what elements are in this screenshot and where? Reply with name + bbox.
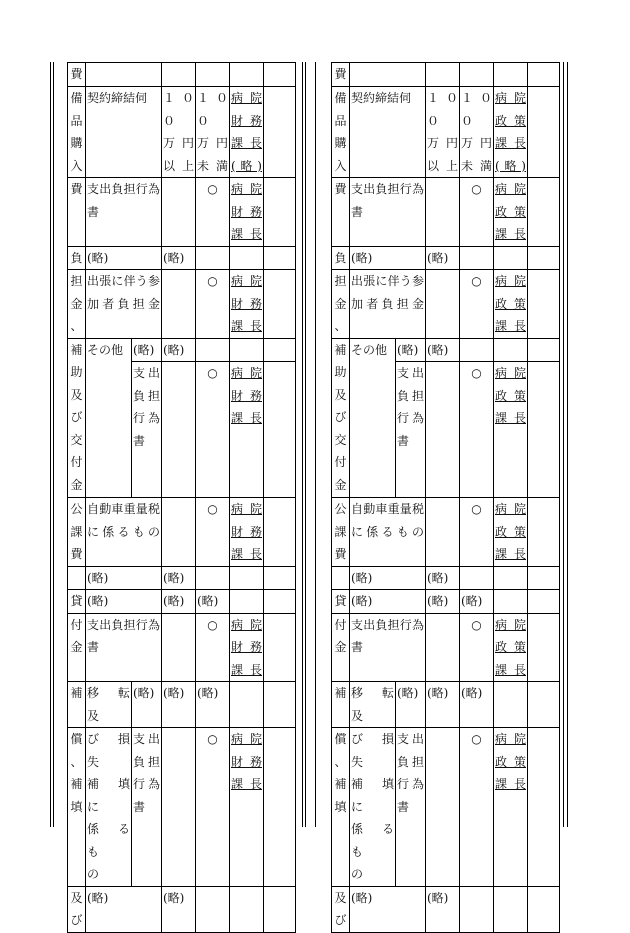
category-cell: 費 [68, 178, 86, 247]
omitted: (略) [162, 566, 196, 590]
category-cell: 補 助 及 び 交 付 金 [68, 338, 86, 498]
amount-under: １００ 万 円 未満 [460, 87, 494, 178]
omitted: (略) [426, 566, 460, 590]
approver-cell: 病 院 財 務 課長 [230, 728, 264, 887]
right-outer-rule [563, 62, 564, 827]
amount-under: １００ 万 円 未満 [196, 87, 230, 178]
approver-cell: 病 院 政 策 課長 [494, 362, 528, 498]
category-cell: 補 助 及 び 交 付 金 [332, 338, 350, 498]
document-type: 契約締結伺 [86, 87, 162, 178]
document-type: 支出 負担 行為 書 [396, 728, 426, 887]
omitted: (略) [460, 682, 494, 728]
document-type: その他 [86, 338, 132, 498]
approver-cell: 病 院 財 務 課長 [230, 613, 264, 682]
document-type: 出張に伴う参 加者負担金 [350, 270, 426, 339]
omitted: (略) [396, 338, 426, 362]
mark-circle: ○ [460, 270, 494, 339]
omitted: (略) [350, 590, 426, 614]
omitted: (略) [396, 682, 426, 728]
category-cell: 貸 [332, 590, 350, 614]
omitted: (略) [162, 886, 196, 932]
omitted: (略) [350, 566, 426, 590]
approval-table-left [67, 62, 296, 933]
approver-cell: 病 院 政 策 課長 [494, 613, 528, 682]
omitted: (略) [162, 590, 196, 614]
omitted: (略) [350, 886, 426, 932]
document-type: 支出 負担 行為 書 [132, 728, 162, 887]
approver-cell: 病 院 財 務 課長 [230, 362, 264, 498]
category-cell: 負 [68, 246, 86, 270]
document-type: 自動車重量税 に係るもの [350, 498, 426, 567]
category-cell: 補 [332, 682, 350, 728]
approver-cell: 病 院 財 務 課長 [230, 498, 264, 567]
category-cell: 費 [68, 63, 86, 87]
approver-cell: 病 院 政 策 課長 [494, 498, 528, 567]
center-rule [315, 62, 316, 827]
document-type: 支出負担行為 書 [350, 613, 426, 682]
omitted: (略) [426, 886, 460, 932]
omitted: (略) [196, 682, 230, 728]
category-cell: 費 [332, 178, 350, 247]
omitted: (略) [86, 590, 162, 614]
approver-cell: 病 院 財 務 課長 [230, 178, 264, 247]
amount-over: １００ 万 円 以上 [426, 87, 460, 178]
mark-circle: ○ [460, 728, 494, 887]
document-type: 支出 負担 行為 書 [132, 362, 162, 498]
document-type: その他 [350, 338, 396, 498]
category-cell: 貸 [68, 590, 86, 614]
category-cell: 及 び [68, 886, 86, 932]
approval-table-right [331, 62, 560, 933]
mark-circle: ○ [196, 178, 230, 247]
right-outer-rule [567, 62, 568, 827]
omitted: (略) [196, 590, 230, 614]
document-type: 契約締結伺 [350, 87, 426, 178]
document-type: 出張に伴う参 加者負担金 [86, 270, 162, 339]
omitted: (略) [86, 566, 162, 590]
approver-cell: 病 院 政 策 課長 [494, 728, 528, 887]
mark-circle: ○ [460, 498, 494, 567]
approver-cell: 病 院 政 策 課長 [494, 270, 528, 339]
approver-cell: 病 院 政 策 課長 [494, 178, 528, 247]
center-rule [302, 62, 303, 827]
mark-circle: ○ [460, 362, 494, 498]
left-outer-rule [53, 62, 54, 827]
center-rule [305, 62, 306, 827]
document-type: 支出負担行為 書 [86, 178, 162, 247]
omitted: (略) [426, 246, 460, 270]
mark-circle: ○ [196, 498, 230, 567]
mark-circle: ○ [460, 178, 494, 247]
document-type: 移 転 及 [86, 682, 132, 728]
category-cell: 補 [68, 682, 86, 728]
category-cell: 付 金 [68, 613, 86, 682]
mark-circle: ○ [196, 728, 230, 887]
document-type: 自動車重量税 に係るもの [86, 498, 162, 567]
mark-circle: ○ [196, 613, 230, 682]
category-cell: 備 品 購 入 [332, 87, 350, 178]
omitted: (略) [162, 682, 196, 728]
omitted: (略) [162, 338, 196, 362]
category-cell: 償 、 補 填 [68, 728, 86, 887]
omitted: (略) [426, 338, 460, 362]
document-type: び 損 失 補 填 に 係 る も の [350, 728, 396, 887]
omitted: (略) [162, 246, 196, 270]
omitted: (略) [426, 590, 460, 614]
category-cell: 負 [332, 246, 350, 270]
omitted: (略) [350, 246, 426, 270]
mark-circle: ○ [196, 270, 230, 339]
omitted: (略) [132, 682, 162, 728]
category-cell: 公 課 費 [332, 498, 350, 567]
category-cell: 備 品 購 入 [68, 87, 86, 178]
category-cell: 費 [332, 63, 350, 87]
approver-cell: 病 院 財 務 課長 [230, 270, 264, 339]
left-outer-rule [50, 62, 51, 827]
omitted: (略) [86, 246, 162, 270]
document-type: 支出 負担 行為 書 [396, 362, 426, 498]
amount-over: １００ 万 円 以上 [162, 87, 196, 178]
omitted: (略) [86, 886, 162, 932]
category-cell: 担 金 、 [68, 270, 86, 339]
document-type: 支出負担行為 書 [86, 613, 162, 682]
omitted: (略) [426, 682, 460, 728]
approver-cell: 病 院 財 務 課長 (略) [230, 87, 264, 178]
category-cell: 担 金 、 [332, 270, 350, 339]
document-type: び 損 失 補 填 に 係 る も の [86, 728, 132, 887]
category-cell: 償 、 補 填 [332, 728, 350, 887]
document-type: 移 転 及 [350, 682, 396, 728]
document-type: 支出負担行為 書 [350, 178, 426, 247]
category-cell: 公 課 費 [68, 498, 86, 567]
mark-circle: ○ [460, 613, 494, 682]
mark-circle: ○ [196, 362, 230, 498]
approver-cell: 病 院 政 策 課長 (略) [494, 87, 528, 178]
category-cell: 及 び [332, 886, 350, 932]
category-cell: 付 金 [332, 613, 350, 682]
omitted: (略) [460, 590, 494, 614]
omitted: (略) [132, 338, 162, 362]
